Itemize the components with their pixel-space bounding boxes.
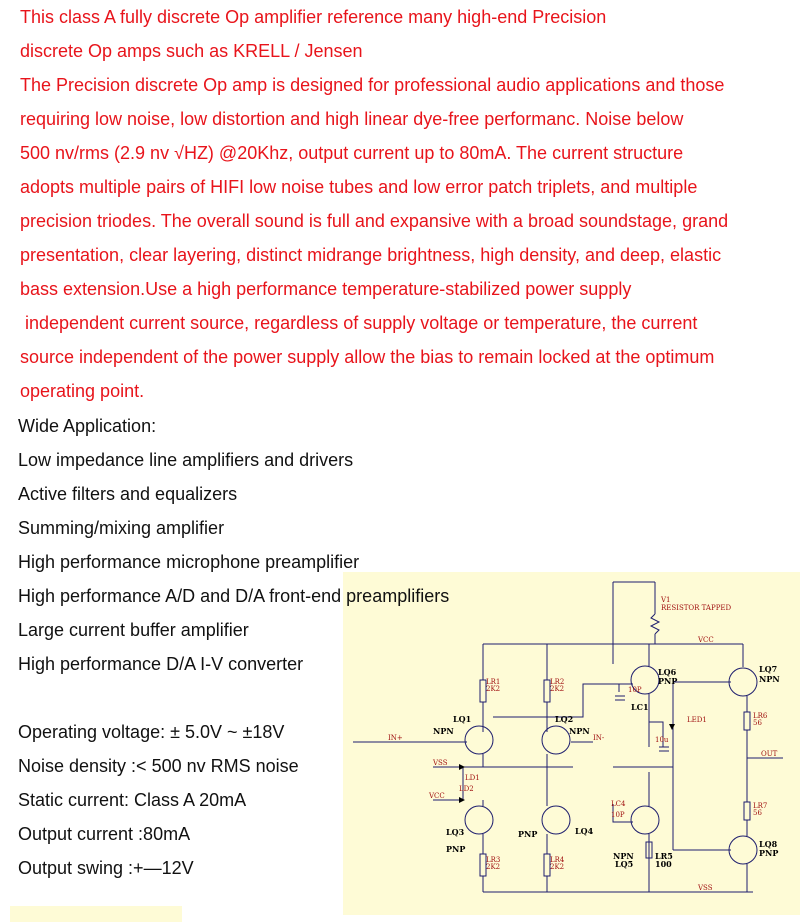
description-line: bass extension.Use a high performance temperature-stabilized power supply — [20, 279, 632, 299]
lq1-type: NPN — [433, 726, 454, 736]
lq7-label: LQ7 — [759, 664, 778, 674]
out-label: OUT — [761, 750, 778, 758]
description-line: This class A fully discrete Op amplifier reference many high-end Precision — [20, 7, 607, 27]
list-item: High performance D/A I-V converter — [18, 654, 304, 674]
image-strip — [10, 906, 182, 922]
lr5-value: 100 — [655, 859, 672, 869]
description-line: source independent of the power supply allow the bias to remain locked at the optimum — [20, 347, 715, 367]
description-line: adopts multiple pairs of HIFI low noise tubes and low error patch triplets, and multiple — [20, 177, 698, 197]
ld2-label: LD2 — [459, 785, 474, 793]
vss-pin-label: VSS — [433, 759, 448, 767]
spec-operating-voltage: Operating voltage: ± 5.0V ~ ±18V — [18, 722, 285, 742]
lq5-type: NPN — [613, 851, 634, 861]
lq4-type: PNP — [518, 829, 538, 839]
vcc-pin-label: VCC — [429, 792, 445, 800]
lc1-value: 10P — [628, 686, 642, 694]
lq3-label: LQ3 — [446, 827, 465, 837]
lc1-label: LC1 — [631, 702, 649, 712]
list-item: High performance A/D and D/A front-end preamplifiers — [18, 586, 450, 606]
lq8-label: LQ8 — [759, 839, 778, 849]
lq1-label: LQ1 — [453, 714, 472, 724]
list-item: Summing/mixing amplifier — [18, 518, 225, 538]
lq7-type: NPN — [759, 674, 780, 684]
lr2-value: 2K2 — [550, 685, 565, 693]
lr7-value: 56 — [753, 809, 762, 817]
lr4-value: 2K2 — [550, 863, 565, 871]
list-item: High performance microphone preamplifier — [18, 552, 360, 572]
lr5-label: LR5 — [655, 851, 673, 861]
lc4-label: LC4 — [611, 800, 626, 808]
lq2-type: NPN — [569, 726, 590, 736]
lr2-label: LR2 — [550, 678, 565, 686]
vss-label: VSS — [698, 884, 713, 892]
lr6-value: 56 — [753, 719, 762, 727]
description-line: operating point. — [20, 381, 145, 401]
spec-noise-density: Noise density :< 500 nv RMS noise — [18, 756, 299, 776]
description-line: requiring low noise, low distortion and high linear dye-free performanc. Noise below — [20, 109, 684, 129]
lq5-label: LQ5 — [615, 859, 634, 869]
list-item: Active filters and equalizers — [18, 484, 238, 504]
lr1-label: LR1 — [486, 678, 501, 686]
spec-output-current: Output current :80mA — [18, 824, 191, 844]
applications-heading: Wide Application: — [18, 416, 157, 436]
list-item: Large current buffer amplifier — [18, 620, 249, 640]
in-plus-label: IN+ — [388, 734, 403, 742]
description-line: 500 nv/rms (2.9 nv √HZ) @20Khz, output current up to 80mA. The current structure — [20, 143, 684, 163]
spec-static-current: Static current: Class A 20mA — [18, 790, 247, 810]
description-line: discrete Op amps such as KRELL / Jensen — [20, 41, 363, 61]
in-minus-label: IN- — [593, 734, 605, 742]
lq6-label: LQ6 — [658, 667, 677, 677]
v1-label: V1 — [661, 596, 671, 604]
lq3-type: PNP — [446, 844, 466, 854]
lq8-type: PNP — [759, 848, 779, 858]
lc4-value: 10P — [611, 811, 625, 819]
description-line: presentation, clear layering, distinct midrange brightness, high density, and deep, elastic — [20, 245, 722, 265]
lr4-label: LR4 — [550, 856, 565, 864]
resistor-tapped-label: RESISTOR TAPPED — [661, 604, 732, 612]
lc2-value: 10u — [655, 736, 669, 744]
spec-output-swing: Output swing :+—12V — [18, 858, 194, 878]
lr6-label: LR6 — [753, 712, 768, 720]
led1-label: LED1 — [687, 716, 707, 724]
lq4-label: LQ4 — [575, 826, 594, 836]
vcc-label: VCC — [698, 636, 714, 644]
list-item: Low impedance line amplifiers and drivers — [18, 450, 354, 470]
schematic-diagram — [343, 572, 800, 915]
lr1-value: 2K2 — [486, 685, 501, 693]
ld1-label: LD1 — [465, 774, 480, 782]
lr3-value: 2K2 — [486, 863, 501, 871]
lq6-type: PNP — [658, 676, 678, 686]
lr3-label: LR3 — [486, 856, 501, 864]
description-line: The Precision discrete Op amp is designed for professional audio applications and those — [20, 75, 725, 95]
description-line: independent current source, regardless of supply voltage or temperature, the current — [20, 313, 698, 333]
description-line: precision triodes. The overall sound is full and expansive with a broad soundstage, grand — [20, 211, 729, 231]
lq2-label: LQ2 — [555, 714, 574, 724]
lr7-label: LR7 — [753, 802, 768, 810]
